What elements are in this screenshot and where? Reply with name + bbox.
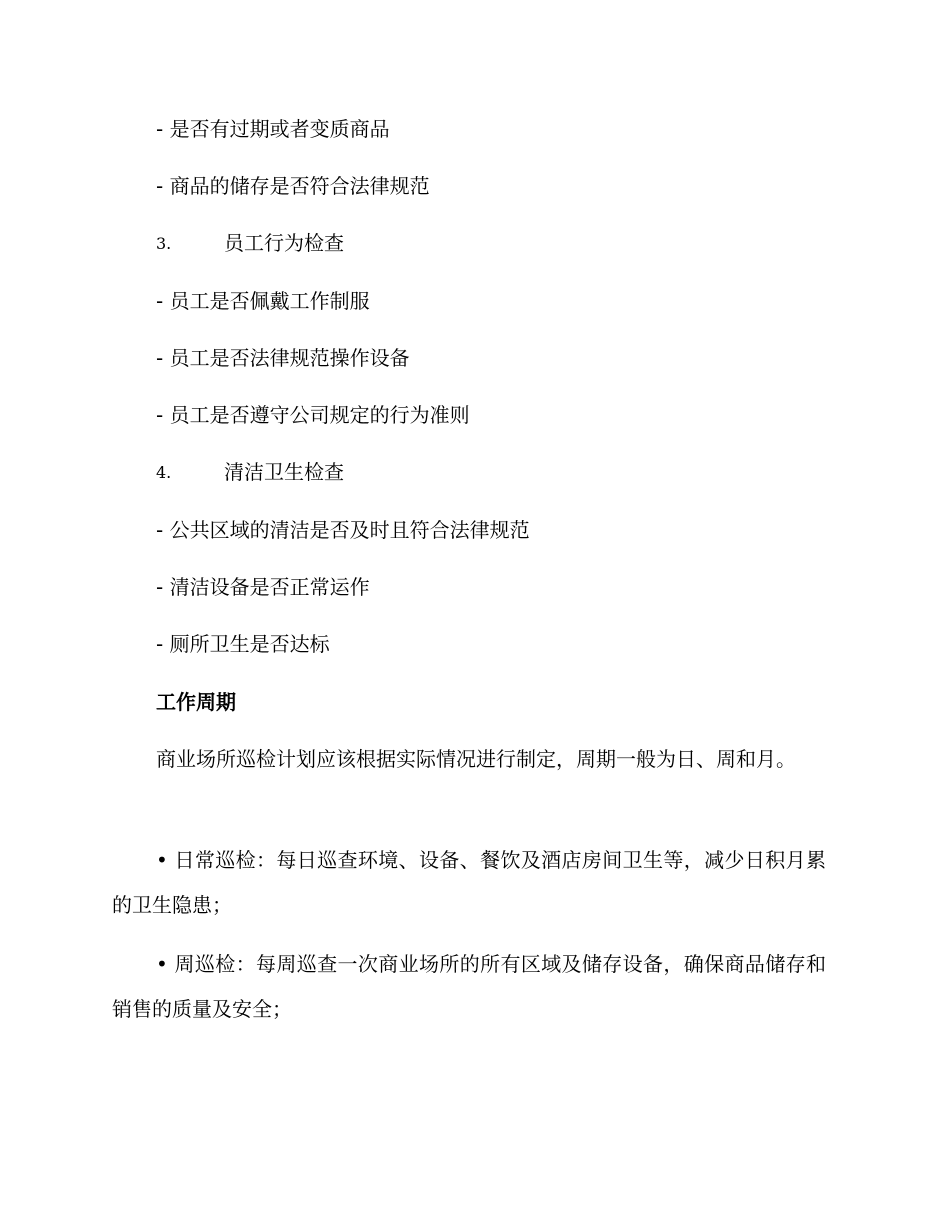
list-item: - 员工是否法律规范操作设备 [156, 346, 410, 370]
paragraph: • 周巡检：每周巡查一次商业场所的所有区域及储存设备，确保商品储存和销售的质量及安全； [112, 952, 826, 1021]
section-heading: 工作周期 [156, 690, 236, 714]
section-title: 清洁卫生检查 [224, 460, 344, 484]
list-item: - 厕所卫生是否达标 [156, 632, 330, 656]
list-item: - 商品的储存是否符合法律规范 [156, 174, 430, 198]
list-item: - 清洁设备是否正常运作 [156, 575, 370, 599]
section-title: 员工行为检查 [224, 231, 344, 255]
section-number: 3. [156, 234, 172, 253]
list-item: - 员工是否佩戴工作制服 [156, 289, 370, 313]
section-number: 4. [156, 463, 172, 482]
list-item: - 是否有过期或者变质商品 [156, 117, 390, 141]
paragraph: 商业场所巡检计划应该根据实际情况进行制定，周期一般为日、周和月。 [156, 747, 796, 771]
list-item: - 员工是否遵守公司规定的行为准则 [156, 403, 470, 427]
list-item: - 公共区域的清洁是否及时且符合法律规范 [156, 518, 530, 542]
paragraph: • 日常巡检：每日巡查环境、设备、餐饮及酒店房间卫生等，减少日积月累的卫生隐患； [112, 848, 826, 917]
